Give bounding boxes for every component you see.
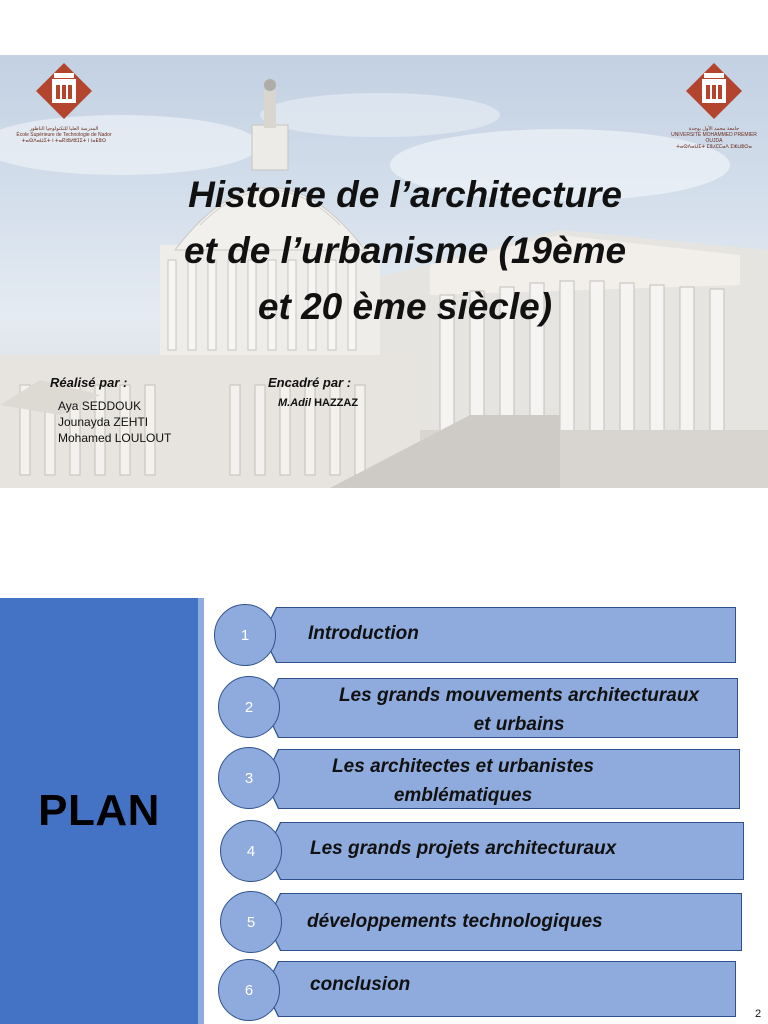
plan-item-label: développements technologiques (307, 911, 603, 932)
plan-item-number: 3 (218, 747, 280, 809)
school-logo (14, 61, 114, 144)
plan-item-number: 5 (220, 891, 282, 953)
plan-item-number: 2 (218, 676, 280, 738)
university-logo-caption-tz: ⵜⴰⵙⴷⴰⵡⵉⵜ ⵎⵓⵃⵎⵎⴰⴷ ⵉⵣⵡⵓⵔⴰ (676, 144, 752, 150)
student-name: Jounayda ZEHTI (58, 415, 149, 429)
university-logo (670, 61, 758, 150)
student-names (58, 398, 171, 446)
plan-divider (198, 598, 204, 1024)
plan-heading: PLAN (38, 786, 160, 835)
school-logo-caption-tz: ⵜⴰⵙⴷⴰⵡⵉⵜ ⵏ ⵜⴰⴽⵏⵓⵍⵓⵊⵉⵜ ⵏ ⵏⴰⴹⵓⵔ (21, 138, 107, 144)
page-number: 2 (755, 1008, 762, 1020)
plan-item-number: 1 (214, 604, 276, 666)
title-line-2: et de l’urbanisme (19ème (183, 230, 627, 271)
supervisor-last-name: HAZZAZ (314, 397, 359, 409)
title-line-3: et 20 ème siècle) (257, 286, 553, 327)
plan-item-label: Introduction (308, 623, 419, 644)
student-name: Aya SEDDOUK (58, 399, 142, 413)
school-logo-caption-ar: المدرسة العليا للتكنولوجيا الناظور (29, 126, 99, 132)
plan-item-label: Les architectes et urbanistes emblématiques (332, 756, 594, 806)
supervisor-prefix: M.Adil (278, 397, 311, 409)
title-line-1: Histoire de l’architecture (188, 174, 622, 215)
plan-item-label: Les grands projets architecturaux (310, 838, 617, 859)
university-emblem-icon (670, 61, 758, 119)
plan-panel (0, 598, 198, 1024)
plan-item-number: 6 (218, 959, 280, 1021)
supervisor-name (278, 397, 358, 409)
plan-item-number: 4 (220, 820, 282, 882)
university-logo-caption-ar: جامعة محمد الأول بوجدة (688, 126, 740, 132)
school-emblem-icon (14, 61, 114, 119)
realise-par-label: Réalisé par : (50, 375, 128, 390)
slide-title (120, 167, 690, 335)
plan-item-label: Les grands mouvements architecturaux et urbains (338, 685, 700, 735)
school-logo-caption-fr: École Supérieure de Technologie de Nador (16, 132, 112, 138)
university-logo-caption-fr: UNIVERSITÉ MOHAMMED PREMIER OUJDA (671, 132, 757, 144)
plan-item-label: conclusion (310, 974, 411, 995)
encadre-par-label: Encadré par : (268, 375, 352, 390)
title-slide (0, 55, 768, 488)
student-name: Mohamed LOULOUT (58, 431, 172, 445)
